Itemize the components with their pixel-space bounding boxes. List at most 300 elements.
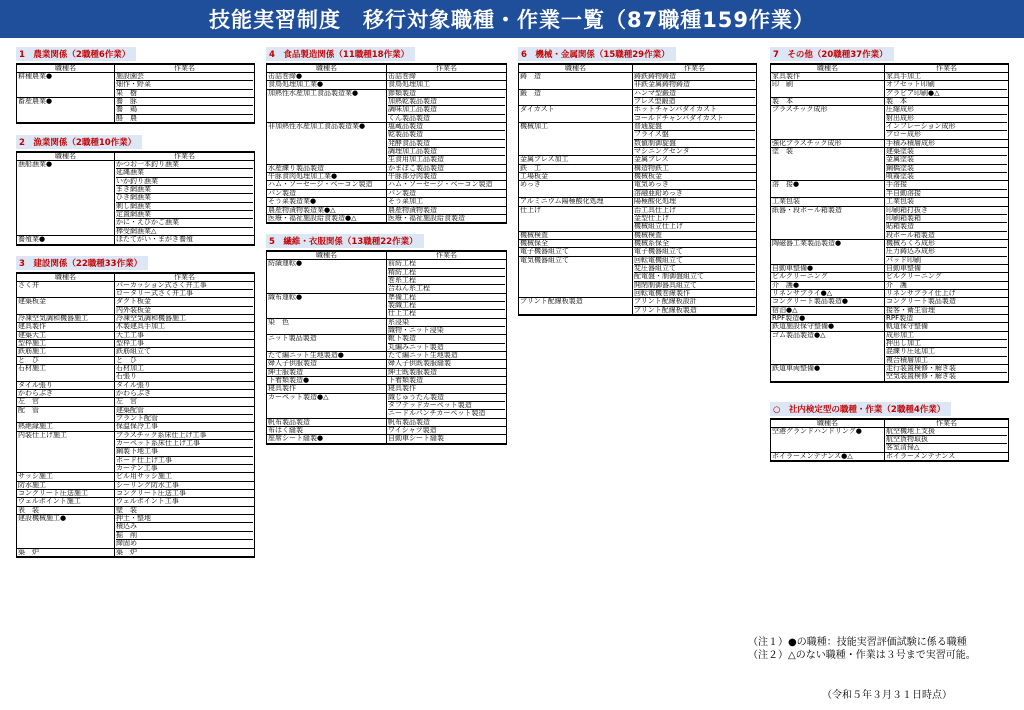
job-name	[771, 306, 885, 314]
table-row	[771, 365, 1009, 382]
operation-name: 帆布製品製造	[388, 418, 430, 426]
operation-name: そう菜加工	[388, 198, 423, 206]
operation-name: 金属塗装	[886, 156, 1007, 164]
operation-name: ハム・ソーセージ・ベーコン製造	[388, 181, 493, 189]
job-name	[267, 293, 387, 318]
table-row	[17, 281, 255, 298]
job-name-text: 婦人子供服製造	[268, 360, 317, 368]
operation-name: プレス型鍛造	[634, 98, 676, 106]
operation-name: 左 官	[116, 398, 137, 406]
table-row	[771, 289, 1009, 297]
operation-name: コンクリート製品製造	[886, 298, 956, 306]
header-operations: 作業名	[115, 64, 255, 73]
job-name	[267, 260, 387, 293]
operation-name: 棒受網漁業△	[116, 227, 157, 235]
operation-name: 缶詰巻締	[388, 73, 416, 80]
table-row	[267, 89, 507, 122]
operation-name: パッド印刷	[886, 256, 921, 264]
job-name	[17, 473, 115, 481]
header-operations: 作業名	[115, 273, 255, 282]
table-row	[17, 236, 255, 245]
operation-name: 回転電機巻線製作	[634, 289, 690, 297]
table-row	[17, 406, 255, 423]
operation-name: 木製建具手加工	[116, 323, 165, 331]
operation-name: シーリング防水工事	[116, 481, 179, 489]
job-name	[519, 164, 633, 172]
operations	[387, 206, 507, 214]
job-name	[267, 418, 387, 426]
occupation-table	[770, 63, 1009, 383]
operation-name: 構造物鉄工	[634, 164, 669, 172]
job-name	[17, 331, 115, 339]
operation-name: 複合積層加工	[886, 356, 928, 364]
section	[518, 42, 756, 316]
job-name	[267, 164, 387, 172]
header-operations: 作業名	[387, 251, 507, 260]
operations	[115, 73, 255, 98]
operations	[885, 148, 1009, 181]
section-heading: 5 繊維・衣服関係（13職種22作業）	[266, 234, 424, 248]
operations	[387, 335, 507, 352]
table-row	[17, 481, 255, 489]
operation-name: 配電盤・制御盤組立て	[634, 273, 755, 281]
operation-name: ニードルパンチカーペット製造	[388, 410, 486, 418]
job-name-text: 座席シート縫製●	[268, 435, 324, 443]
table-row	[771, 323, 1009, 331]
operations	[115, 506, 255, 514]
job-name	[771, 181, 885, 198]
table-row	[17, 364, 255, 381]
job-name-text: 家具製作	[772, 73, 800, 80]
operation-name: たて編ニット生地製造	[388, 351, 458, 359]
as-of-date: （令和５年３月３１日時点）	[822, 690, 952, 701]
section-heading: 1 農業関係（2職種6作業）	[16, 47, 136, 61]
job-name	[267, 189, 387, 197]
job-name-text: 建具製作	[18, 323, 46, 331]
operations	[885, 298, 1009, 306]
table-row	[771, 314, 1009, 322]
note-1: （注１）●の職種：技能実習評価試験に係る職種	[748, 637, 967, 648]
operation-name: 牛豚部分肉製造	[388, 173, 437, 181]
operation-name: 機械系保全	[634, 239, 669, 247]
operation-name: 塩蔵品製造	[388, 123, 505, 131]
operation-name: 石材加工	[116, 365, 253, 373]
operation-name: 噴霧塗装	[886, 173, 914, 181]
header-job: 職種名	[771, 419, 885, 428]
operations	[387, 393, 507, 418]
job-name-text: 養殖業●	[18, 236, 46, 244]
operation-name: ボイラーメンテナンス	[886, 452, 956, 460]
operations	[885, 427, 1009, 452]
job-name	[771, 273, 885, 281]
job-name	[771, 264, 885, 272]
operation-name: ウェルポイント工事	[116, 498, 179, 506]
operation-name: 機械検査	[634, 231, 662, 239]
job-name	[17, 73, 115, 98]
operation-name: ビル用サッシ施工	[116, 473, 172, 481]
job-name-text: 熱絶縁施工	[18, 423, 53, 431]
operation-name: タイル張り	[116, 381, 151, 389]
table-row	[17, 381, 255, 389]
job-name-text: そう菜製造業●	[268, 198, 317, 206]
operation-name: 仕上工程	[388, 310, 416, 318]
operations	[115, 515, 255, 548]
operation-name: 締固め	[116, 540, 137, 548]
operation-name: 混練り圧延加工	[886, 348, 1007, 356]
job-name	[17, 481, 115, 489]
job-name-text: 紡績運転●	[268, 260, 303, 268]
operation-name: 家具手加工	[886, 73, 921, 80]
operations	[387, 293, 507, 318]
operation-name: 掘 削	[116, 532, 253, 540]
job-name	[17, 298, 115, 315]
operations	[885, 239, 1009, 264]
job-name-text: 表 装	[18, 506, 39, 514]
job-name-text: 建設機械施工●	[18, 515, 67, 523]
section	[16, 251, 254, 558]
operations	[115, 161, 255, 236]
operation-name: 生食用加工品製造	[388, 156, 444, 164]
operations	[115, 548, 255, 557]
operation-name: ハンマ型鍛造	[634, 90, 755, 98]
operation-name: 押土・整地	[116, 515, 253, 523]
operation-name: 半自動溶接	[886, 189, 921, 197]
operation-name: 型枠工事	[116, 339, 144, 347]
header-operations: 作業名	[885, 419, 1009, 428]
job-name	[17, 431, 115, 473]
operation-name: 寝具製作	[388, 385, 416, 393]
table-row	[771, 198, 1009, 206]
operation-name: グラビア印刷●△	[886, 89, 940, 97]
operations	[885, 98, 1009, 106]
job-name	[771, 98, 885, 106]
operations	[885, 181, 1009, 198]
table-row	[267, 377, 507, 385]
job-name	[267, 214, 387, 223]
section	[266, 229, 506, 445]
job-name-text: 帆布製品製造	[268, 418, 310, 426]
operation-name: 合ねん糸工程	[388, 285, 430, 293]
section	[266, 42, 506, 224]
operation-name: 農産物漬物製造	[388, 206, 437, 214]
job-name-text: 寝具製作	[268, 385, 296, 393]
operation-name: 貼箱製造	[886, 223, 1007, 231]
table-row	[771, 331, 1009, 364]
job-name-text: 鉄道施設保守整備●	[772, 323, 835, 331]
operations	[387, 385, 507, 393]
operation-name: ビルクリーニング	[886, 273, 942, 281]
operations	[387, 89, 507, 122]
job-name	[17, 314, 115, 322]
operation-name: かつお一本釣り漁業	[116, 161, 253, 169]
job-name-text: アルミニウム陽極酸化処理	[520, 198, 604, 206]
operations	[387, 214, 507, 223]
operations	[115, 381, 255, 389]
operation-name: 段ボール箱製造	[886, 231, 935, 239]
column-2	[266, 42, 506, 450]
table-row	[771, 181, 1009, 198]
job-name-text: 防水施工	[18, 481, 46, 489]
operations	[885, 289, 1009, 297]
header-job: 職種名	[267, 251, 387, 260]
job-name	[519, 198, 633, 206]
job-name-text: 建築大工	[18, 331, 46, 339]
operation-name: 治工具仕上げ	[634, 207, 755, 215]
table-row	[267, 260, 507, 293]
job-name	[17, 398, 115, 406]
operations	[885, 323, 1009, 331]
job-name-text: 鉄 工	[520, 164, 541, 172]
job-name	[267, 318, 387, 335]
operations	[115, 356, 255, 364]
table-row	[267, 335, 507, 352]
job-name	[17, 548, 115, 557]
table-row	[771, 73, 1009, 81]
job-name	[771, 148, 885, 181]
table-row	[771, 298, 1009, 306]
table-row	[17, 473, 255, 481]
operations	[633, 248, 757, 256]
operation-name: 機械板金	[634, 173, 662, 181]
job-name	[771, 298, 885, 306]
table-row	[17, 498, 255, 506]
table-row	[267, 81, 507, 89]
operation-name: 保温保冷工事	[116, 423, 158, 431]
operation-name: カーペット系床仕上げ工事	[116, 440, 253, 448]
operation-name: 畑作・野菜	[116, 81, 253, 89]
operation-name: 自動車シート縫製	[388, 435, 444, 443]
table-row	[519, 123, 757, 156]
table-row	[17, 389, 255, 397]
operations	[387, 427, 507, 435]
operation-name: 圧縮成形	[886, 106, 1007, 114]
operations	[115, 98, 255, 124]
operation-name: 接客・衛生管理	[886, 306, 935, 314]
operations	[885, 314, 1009, 322]
job-name-text: 塗 装	[772, 148, 793, 156]
table-row	[267, 123, 507, 165]
operations	[387, 260, 507, 293]
operation-name: 空気装置検修・解ぎ装	[886, 373, 956, 381]
table-row	[771, 206, 1009, 239]
operations	[633, 73, 757, 90]
occupation-table	[266, 250, 507, 445]
operations	[633, 164, 757, 172]
table-row	[771, 273, 1009, 281]
operation-name: 手溶接	[886, 181, 1007, 189]
operations	[387, 360, 507, 368]
operation-name: 定置網漁業	[116, 211, 253, 219]
operations	[633, 123, 757, 156]
table-row	[267, 418, 507, 426]
header-job: 職種名	[519, 64, 633, 73]
job-name	[17, 423, 115, 431]
operation-name: 陽極酸化処理	[634, 198, 676, 206]
job-name-text: 介 護●	[772, 281, 800, 289]
job-name-text: ダイカスト	[520, 106, 555, 114]
operation-name: 織物・ニット浸染	[388, 326, 444, 334]
job-name	[519, 231, 633, 239]
operation-name: ワイシャツ製造	[388, 427, 437, 435]
header-job: 職種名	[17, 152, 115, 161]
job-name-text: ウェルポイント施工	[18, 498, 81, 506]
job-name-text: 工場板金	[520, 173, 548, 181]
operations	[633, 231, 757, 239]
operation-name: RPF製造	[886, 314, 914, 322]
table-row	[519, 173, 757, 181]
operation-name: 大工工事	[116, 331, 144, 339]
table-row	[17, 314, 255, 322]
job-name-text: 農産物漬物製造業●△	[268, 206, 336, 214]
job-name	[771, 289, 885, 297]
section-heading: ○ 社内検定型の職種・作業（2職種4作業）	[770, 402, 951, 416]
operations	[633, 156, 757, 164]
table-row	[17, 339, 255, 347]
occupation-table	[16, 151, 255, 245]
section-heading: 4 食品製造関係（11職種18作業）	[266, 47, 415, 61]
job-name	[17, 236, 115, 245]
operations	[885, 106, 1009, 139]
table-row	[771, 139, 1009, 147]
table-row	[267, 393, 507, 418]
job-name	[771, 365, 885, 382]
operation-name: 冷凍空気調和機器施工	[116, 314, 186, 322]
operations	[633, 106, 757, 123]
operation-name: パーカッション式さく井工事	[116, 282, 253, 290]
operations	[633, 173, 757, 181]
operation-name: 発酵食品製造	[388, 140, 505, 148]
operation-name: 製 本	[886, 98, 907, 106]
job-name-text: サッシ施工	[18, 473, 53, 481]
job-name-text: 缶詰巻締●	[268, 73, 303, 80]
operation-name: 鋳鉄鋳物鋳造	[634, 73, 755, 81]
job-name	[771, 81, 885, 98]
job-name	[519, 181, 633, 198]
table-row	[17, 348, 255, 356]
job-name-text: 電気機器組立て	[520, 256, 569, 264]
table-row	[17, 323, 255, 331]
operation-name: 工業包装	[886, 198, 914, 206]
job-name-text: 紳士服製造	[268, 368, 303, 376]
section-heading: 3 建設関係（22職種33作業）	[16, 256, 148, 270]
operation-name: 丸編みニット製造	[388, 343, 444, 351]
operation-name: コールドチャンバダイカスト	[634, 114, 724, 122]
table-row	[771, 281, 1009, 289]
table-row	[519, 106, 757, 123]
operation-name: かわらぶき	[116, 389, 151, 397]
operations	[115, 348, 255, 356]
operation-name: 数値制御旋盤	[634, 140, 755, 148]
operations	[633, 89, 757, 106]
job-name-text: 工業包装	[772, 198, 800, 206]
job-name-text: 築 炉	[18, 548, 39, 556]
table-row	[267, 173, 507, 181]
table-row	[17, 490, 255, 498]
table-row	[771, 98, 1009, 106]
table-row	[267, 435, 507, 444]
job-name	[771, 314, 885, 322]
operations	[387, 181, 507, 189]
operation-name: 手積み積層成形	[886, 139, 935, 147]
operation-name: コンクリート圧送工事	[116, 490, 186, 498]
table-row	[771, 106, 1009, 139]
job-name	[267, 198, 387, 206]
table-row	[771, 148, 1009, 181]
operation-name: 自動車整備	[886, 264, 921, 272]
job-name-text: コンクリート製品製造●	[772, 298, 848, 306]
operation-name: パン製造	[388, 189, 416, 197]
operations	[885, 365, 1009, 382]
operation-name: リネンサプライ仕上げ	[886, 289, 956, 297]
job-name-text: 紙器・段ボール箱製造	[772, 206, 842, 214]
job-name-text: 非加熱性水産加工食品製造業●	[268, 123, 366, 131]
job-name	[519, 298, 633, 315]
operation-name: 紳士既製服製造	[388, 368, 437, 376]
operation-name: 走行装置検修・解ぎ装	[886, 365, 1007, 373]
table-row	[519, 248, 757, 256]
operations	[115, 236, 255, 245]
job-name	[17, 506, 115, 514]
operation-name: かまぼこ製品製造	[388, 164, 444, 172]
job-name-text: カーペット製造●△	[268, 393, 329, 401]
operation-name: ブロー成形	[886, 131, 921, 139]
operations	[633, 298, 757, 315]
job-name	[519, 73, 633, 90]
operation-name: 圧力鋳込み成形	[886, 248, 1007, 256]
operations	[115, 406, 255, 423]
table-row	[519, 89, 757, 106]
operation-name: 靴下製造	[388, 335, 505, 343]
job-name-text: 左 官	[18, 398, 39, 406]
table-row	[267, 189, 507, 197]
operation-name: 前紡工程	[388, 260, 505, 268]
job-name-text: 鉄道車両整備●	[772, 365, 821, 373]
job-name-text: RPF製造●	[772, 314, 806, 322]
operations	[387, 173, 507, 181]
operations	[885, 452, 1009, 461]
operations	[885, 139, 1009, 147]
header-operations: 作業名	[387, 64, 507, 73]
operations	[387, 318, 507, 335]
operation-name: ひき網漁業	[116, 194, 253, 202]
job-name-text: 鉄筋施工	[18, 348, 46, 356]
job-name-text: タイル張り	[18, 381, 53, 389]
section	[16, 42, 254, 124]
table-row	[519, 164, 757, 172]
job-name-text: 金属プレス加工	[520, 156, 569, 164]
job-name	[17, 498, 115, 506]
operations	[115, 389, 255, 397]
job-name-text: 建築板金	[18, 298, 46, 306]
operation-name: 養 鶏	[116, 106, 253, 114]
operation-name: かに・えびかご漁業	[116, 219, 253, 227]
operation-name: 機械ろくろ成形	[886, 240, 1007, 248]
job-name	[771, 139, 885, 147]
header-operations: 作業名	[885, 64, 1009, 73]
operation-name: 酪 農	[116, 114, 137, 122]
notes	[748, 636, 976, 662]
operation-name: 施設園芸	[116, 73, 253, 81]
job-name	[17, 161, 115, 236]
column-3	[518, 42, 756, 321]
operations	[885, 306, 1009, 314]
operation-name: 築 炉	[116, 548, 137, 556]
table-row	[267, 73, 507, 81]
job-name	[267, 368, 387, 376]
operations	[885, 73, 1009, 81]
job-name	[519, 206, 633, 231]
job-name	[267, 360, 387, 368]
